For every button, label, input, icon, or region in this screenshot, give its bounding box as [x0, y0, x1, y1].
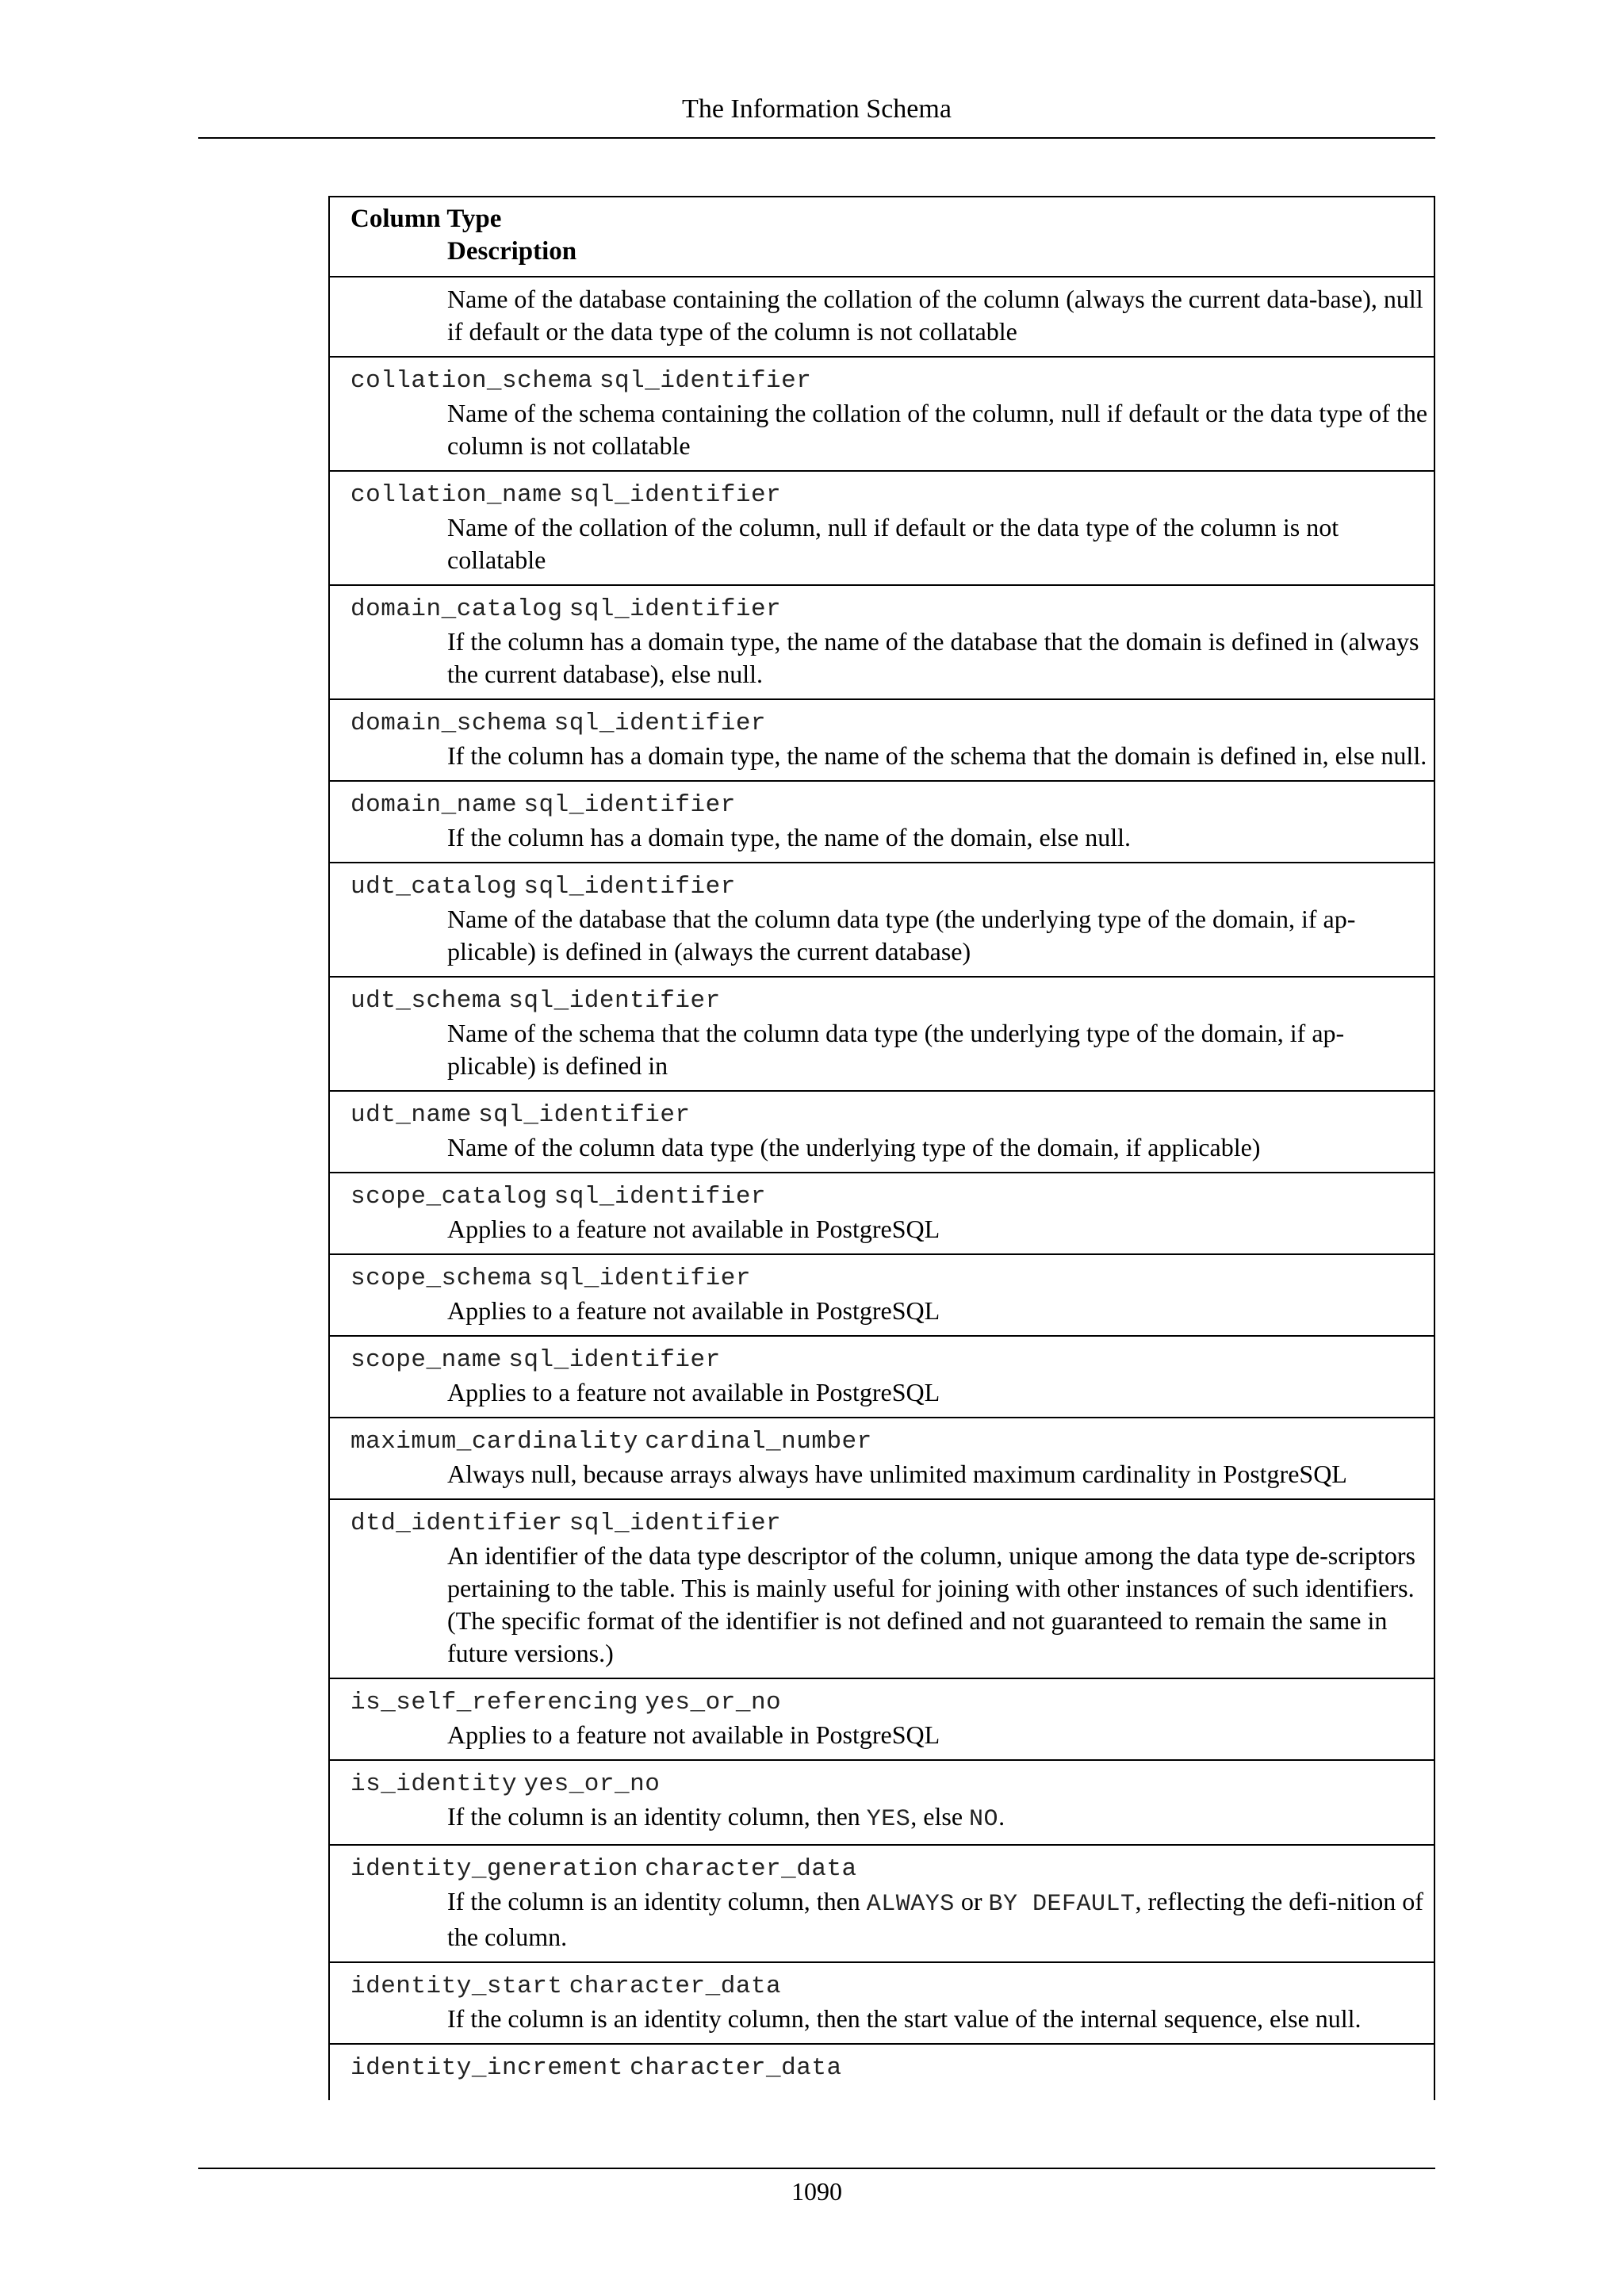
column-type: sql_identifier: [553, 710, 767, 737]
desc-text: , reflecting the defi-nition of the column.: [447, 1887, 1423, 1951]
row-column-type: [350, 869, 1434, 903]
row-description: Name of the collation of the column, null if default or the data type of the column is not collatable: [447, 513, 1339, 574]
table-rows: [330, 358, 1434, 1761]
column-name: dtd_identifier: [350, 1510, 563, 1537]
column-type: character_data: [630, 2054, 842, 2082]
table-row: [330, 1173, 1434, 1255]
row-description: Applies to a feature not available in PostgreSQL: [447, 1215, 940, 1243]
table-row-is-identity: [330, 1761, 1434, 1846]
column-name: identity_start: [350, 1973, 563, 2000]
column-name: is_self_referencing: [350, 1689, 638, 1716]
column-name: maximum_cardinality: [350, 1428, 638, 1456]
table-row: [330, 1337, 1434, 1418]
table-row: [330, 358, 1434, 472]
head-column-type: Column Type: [350, 205, 502, 233]
desc-text: or: [954, 1887, 989, 1915]
row-column-type: [350, 983, 1434, 1017]
head-description: Description: [447, 237, 577, 266]
row-column-type: [350, 477, 1434, 511]
page-header-title: The Information Schema: [682, 94, 952, 124]
column-type: sql_identifier: [599, 367, 812, 395]
row-description: Applies to a feature not available in PostgreSQL: [447, 1720, 940, 1749]
footer-rule: [198, 2168, 1435, 2169]
table-row: [330, 586, 1434, 700]
code-literal: YES: [866, 1806, 911, 1833]
column-type: sql_identifier: [569, 481, 782, 509]
row-column-type: [350, 1261, 1434, 1295]
row-column-type: [350, 1179, 1434, 1213]
columns-table: [328, 196, 1435, 2100]
table-row: [330, 1418, 1434, 1500]
column-name: scope_name: [350, 1346, 503, 1374]
column-name: collation_name: [350, 481, 563, 509]
table-row-identity-increment: [330, 2045, 1434, 2100]
table-row: [330, 472, 1434, 586]
code-literal: BY DEFAULT: [988, 1891, 1136, 1918]
row-column-type: [350, 1851, 1434, 1885]
table-row: [330, 700, 1434, 782]
row-description: Name of the database containing the collation of the column (always the current data-base), null if default or the data type of the column is not collatable: [447, 285, 1423, 346]
desc-text: , else: [910, 1802, 970, 1831]
table-row: [330, 1679, 1434, 1761]
column-type: sql_identifier: [569, 595, 782, 623]
row-column-type: [350, 1097, 1434, 1131]
row-description: Name of the schema containing the collation of the column, null if default or the data type of the column is not collatable: [447, 399, 1428, 460]
table-row-identity-start: [330, 1963, 1434, 2045]
row-column-type: [350, 1969, 1434, 2003]
row-column-type: [350, 2050, 1434, 2084]
column-type: yes_or_no: [523, 1770, 661, 1798]
row-column-type: [350, 706, 1434, 740]
row-description: An identifier of the data type descriptor of the column, unique among the data type de-scriptors pertaining to the table. This is mainly useful for joining with other instances of such identifiers. (The specific format of the identifier is not defined and not guaranteed to remain the same in future versions.): [447, 1541, 1415, 1667]
column-type: sql_identifier: [508, 1346, 721, 1374]
column-name: scope_schema: [350, 1265, 533, 1292]
column-name: domain_name: [350, 791, 518, 819]
column-name: domain_schema: [350, 710, 548, 737]
column-type: sql_identifier: [553, 1183, 767, 1211]
column-name: identity_increment: [350, 2054, 623, 2082]
column-type: sql_identifier: [523, 791, 736, 819]
table-row-continued: [330, 277, 1434, 358]
column-name: is_identity: [350, 1770, 518, 1798]
column-type: character_data: [569, 1973, 782, 2000]
column-type: cardinal_number: [645, 1428, 872, 1456]
row-description: [350, 1800, 1434, 1836]
table-row: [330, 782, 1434, 863]
row-description: Name of the database that the column data type (the underlying type of the domain, if ap-plicable) is defined in (always the current database): [447, 905, 1356, 966]
table-row: [330, 978, 1434, 1092]
column-type: sql_identifier: [523, 873, 736, 901]
column-type: yes_or_no: [645, 1689, 782, 1716]
column-type: sql_identifier: [478, 1101, 691, 1129]
row-description: Applies to a feature not available in PostgreSQL: [447, 1378, 940, 1406]
row-column-type: [350, 1342, 1434, 1376]
column-name: udt_catalog: [350, 873, 518, 901]
column-type: sql_identifier: [569, 1510, 782, 1537]
table-head: [330, 197, 1434, 277]
desc-text: If the column is an identity column, then: [447, 1802, 867, 1831]
page-number: 1090: [791, 2177, 842, 2206]
row-column-type: [350, 1506, 1434, 1540]
table-row: [330, 1500, 1434, 1679]
row-description: If the column has a domain type, the name of the domain, else null.: [447, 823, 1131, 851]
table-row: [330, 1255, 1434, 1337]
column-name: identity_generation: [350, 1855, 638, 1883]
row-description: Always null, because arrays always have unlimited maximum cardinality in PostgreSQL: [447, 1460, 1347, 1488]
desc-text: If the column is an identity column, then: [447, 1887, 867, 1915]
row-column-type: [350, 1424, 1434, 1458]
column-name: scope_catalog: [350, 1183, 548, 1211]
desc-text: .: [998, 1802, 1005, 1831]
column-name: udt_name: [350, 1101, 472, 1129]
row-column-type: [350, 787, 1434, 821]
row-column-type: [350, 1766, 1434, 1800]
row-description: Name of the column data type (the underlying type of the domain, if applicable): [447, 1133, 1261, 1161]
column-type: sql_identifier: [538, 1265, 751, 1292]
column-type: character_data: [645, 1855, 857, 1883]
row-description: If the column is an identity column, then the start value of the internal sequence, else null.: [447, 2004, 1362, 2033]
code-literal: ALWAYS: [866, 1891, 955, 1918]
column-name: udt_schema: [350, 987, 503, 1015]
table-row: [330, 1092, 1434, 1173]
row-description: [350, 1885, 1434, 1954]
column-name: collation_schema: [350, 367, 593, 395]
row-description: If the column has a domain type, the name of the schema that the domain is defined in, else null.: [447, 741, 1427, 770]
code-literal: NO: [969, 1806, 999, 1833]
column-name: domain_catalog: [350, 595, 563, 623]
header-rule: [198, 137, 1435, 139]
row-column-type: [350, 591, 1434, 626]
row-description: If the column has a domain type, the name of the database that the domain is defined in (always the current database), else null.: [447, 627, 1419, 688]
row-column-type: [350, 1685, 1434, 1719]
row-description: Name of the schema that the column data type (the underlying type of the domain, if ap-plicable) is defined in: [447, 1019, 1345, 1080]
table-row-identity-generation: [330, 1846, 1434, 1963]
column-type: sql_identifier: [508, 987, 721, 1015]
row-description: Applies to a feature not available in PostgreSQL: [447, 1296, 940, 1325]
row-column-type: [350, 363, 1434, 397]
table-row: [330, 863, 1434, 978]
